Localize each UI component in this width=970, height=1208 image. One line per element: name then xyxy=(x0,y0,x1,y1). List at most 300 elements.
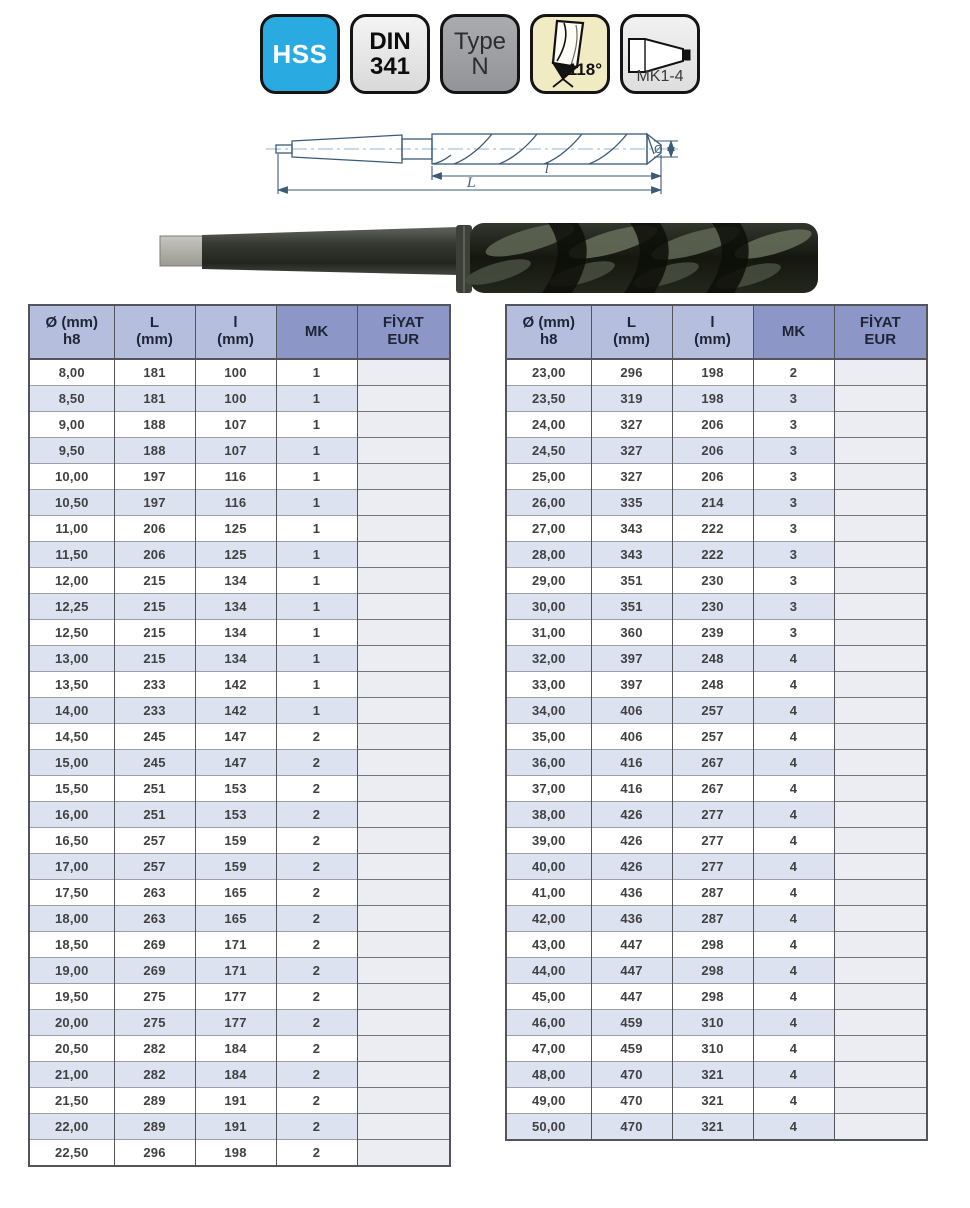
flute-length-cell: 248 xyxy=(672,646,753,672)
morse-taper-cell: 4 xyxy=(753,724,834,750)
flute-length-cell: 287 xyxy=(672,880,753,906)
table-row xyxy=(506,1062,927,1088)
diameter-cell: 21,50 xyxy=(29,1088,114,1114)
price-cell xyxy=(834,620,927,646)
table-row xyxy=(506,620,927,646)
size-table-right xyxy=(505,304,928,1141)
diameter-cell: 34,00 xyxy=(506,698,591,724)
flute-length-cell: 298 xyxy=(672,958,753,984)
price-cell xyxy=(357,620,450,646)
table-row xyxy=(29,1114,450,1140)
table-row xyxy=(29,646,450,672)
morse-taper-cell: 3 xyxy=(753,490,834,516)
type-n-badge xyxy=(440,14,520,94)
flute-length-cell: 116 xyxy=(195,490,276,516)
morse-taper-label: MK1-4 xyxy=(636,68,684,85)
diameter-cell: 31,00 xyxy=(506,620,591,646)
flute-length-cell: 116 xyxy=(195,464,276,490)
diameter-cell: 13,50 xyxy=(29,672,114,698)
price-cell xyxy=(834,750,927,776)
diameter-cell: 47,00 xyxy=(506,1036,591,1062)
table-row xyxy=(506,984,927,1010)
price-cell xyxy=(357,672,450,698)
morse-taper-cell: 3 xyxy=(753,516,834,542)
table-row xyxy=(506,594,927,620)
flute-length-cell: 134 xyxy=(195,620,276,646)
diameter-cell: 13,00 xyxy=(29,646,114,672)
col-header-diameter: Ø (mm) h8 xyxy=(29,305,114,359)
price-cell xyxy=(834,646,927,672)
overall-length-cell: 296 xyxy=(591,359,672,386)
price-cell xyxy=(357,568,450,594)
diameter-cell: 11,50 xyxy=(29,542,114,568)
morse-taper-cell: 4 xyxy=(753,646,834,672)
table-row xyxy=(506,516,927,542)
din-341-badge xyxy=(350,14,430,94)
overall-length-cell: 447 xyxy=(591,932,672,958)
table-row xyxy=(506,698,927,724)
overall-length-cell: 215 xyxy=(114,568,195,594)
overall-length-cell: 351 xyxy=(591,594,672,620)
overall-length-cell: 269 xyxy=(114,932,195,958)
overall-length-cell: 406 xyxy=(591,698,672,724)
price-cell xyxy=(357,464,450,490)
flute-length-cell: 222 xyxy=(672,516,753,542)
price-cell xyxy=(357,1114,450,1140)
overall-length-cell: 470 xyxy=(591,1114,672,1141)
morse-taper-cell: 4 xyxy=(753,1036,834,1062)
table-row xyxy=(506,1036,927,1062)
morse-taper-cell: 1 xyxy=(276,698,357,724)
diameter-cell: 45,00 xyxy=(506,984,591,1010)
price-cell xyxy=(357,724,450,750)
morse-taper-cell: 2 xyxy=(276,880,357,906)
price-cell xyxy=(834,386,927,412)
table-row xyxy=(29,1036,450,1062)
diameter-cell: 44,00 xyxy=(506,958,591,984)
table-row xyxy=(29,854,450,880)
flute-length-cell: 107 xyxy=(195,412,276,438)
diameter-cell: 17,50 xyxy=(29,880,114,906)
price-cell xyxy=(834,1114,927,1141)
flute-length-cell: 107 xyxy=(195,438,276,464)
table-row xyxy=(506,1088,927,1114)
flute-length-cell: 198 xyxy=(672,359,753,386)
price-cell xyxy=(357,932,450,958)
flute-length-cell: 134 xyxy=(195,594,276,620)
morse-taper-cell: 4 xyxy=(753,880,834,906)
flute-length-cell: 184 xyxy=(195,1062,276,1088)
flute-length-cell: 125 xyxy=(195,542,276,568)
type-badge-line2: N xyxy=(471,53,489,80)
overall-length-cell: 269 xyxy=(114,958,195,984)
table-row xyxy=(29,490,450,516)
price-cell xyxy=(834,568,927,594)
flute-length-cell: 277 xyxy=(672,828,753,854)
overall-length-cell: 343 xyxy=(591,516,672,542)
overall-length-cell: 426 xyxy=(591,802,672,828)
price-cell xyxy=(357,854,450,880)
price-cell xyxy=(357,359,450,386)
flute-length-cell: 257 xyxy=(672,698,753,724)
diameter-cell: 46,00 xyxy=(506,1010,591,1036)
flute-length-cell: 298 xyxy=(672,932,753,958)
table-row xyxy=(506,854,927,880)
flute-length-cell: 239 xyxy=(672,620,753,646)
flute-length-cell: 100 xyxy=(195,359,276,386)
flute-length-cell: 134 xyxy=(195,646,276,672)
overall-length-cell: 181 xyxy=(114,359,195,386)
table-row xyxy=(29,698,450,724)
overall-length-cell: 397 xyxy=(591,672,672,698)
morse-taper-cell: 1 xyxy=(276,490,357,516)
morse-taper-cell: 1 xyxy=(276,594,357,620)
morse-taper-cell: 4 xyxy=(753,854,834,880)
price-cell xyxy=(357,776,450,802)
flute-length-cell: 321 xyxy=(672,1088,753,1114)
col-header-morse-taper: MK xyxy=(753,305,834,359)
col-header-price: FİYAT EUR xyxy=(834,305,927,359)
morse-taper-cell: 3 xyxy=(753,542,834,568)
morse-taper-badge xyxy=(620,14,700,94)
diameter-cell: 12,25 xyxy=(29,594,114,620)
col-header-overall-length: L (mm) xyxy=(114,305,195,359)
size-table-left xyxy=(28,304,451,1167)
overall-length-cell: 351 xyxy=(591,568,672,594)
price-cell xyxy=(357,438,450,464)
diameter-cell: 38,00 xyxy=(506,802,591,828)
morse-taper-cell: 1 xyxy=(276,516,357,542)
morse-taper-cell: 1 xyxy=(276,464,357,490)
table-row xyxy=(29,1062,450,1088)
flute-length-cell: 230 xyxy=(672,568,753,594)
overall-length-cell: 282 xyxy=(114,1062,195,1088)
diameter-cell: 16,50 xyxy=(29,828,114,854)
flute-length-cell: 125 xyxy=(195,516,276,542)
diameter-cell: 33,00 xyxy=(506,672,591,698)
drill-dimension-diagram xyxy=(262,114,702,206)
flute-length-cell: 191 xyxy=(195,1088,276,1114)
price-cell xyxy=(357,386,450,412)
table-row xyxy=(29,932,450,958)
table-row xyxy=(29,802,450,828)
price-cell xyxy=(834,542,927,568)
morse-taper-cell: 4 xyxy=(753,1114,834,1141)
header-row xyxy=(29,305,450,359)
overall-length-cell: 233 xyxy=(114,698,195,724)
diameter-cell: 22,50 xyxy=(29,1140,114,1167)
diameter-cell: 43,00 xyxy=(506,932,591,958)
diameter-cell: 48,00 xyxy=(506,1062,591,1088)
diameter-cell: 32,00 xyxy=(506,646,591,672)
price-cell xyxy=(357,802,450,828)
morse-taper-cell: 2 xyxy=(276,958,357,984)
flute-length-cell: 310 xyxy=(672,1036,753,1062)
overall-length-cell: 251 xyxy=(114,776,195,802)
overall-length-cell: 245 xyxy=(114,724,195,750)
price-cell xyxy=(834,906,927,932)
overall-length-cell: 327 xyxy=(591,464,672,490)
price-cell xyxy=(834,464,927,490)
price-cell xyxy=(357,984,450,1010)
flute-length-cell: 184 xyxy=(195,1036,276,1062)
price-cell xyxy=(357,1036,450,1062)
flute-length-cell: 198 xyxy=(195,1140,276,1167)
overall-length-cell: 397 xyxy=(591,646,672,672)
overall-length-cell: 215 xyxy=(114,620,195,646)
flute-length-cell: 206 xyxy=(672,412,753,438)
overall-length-dim-label: L xyxy=(467,176,476,191)
overall-length-cell: 251 xyxy=(114,802,195,828)
diameter-cell: 39,00 xyxy=(506,828,591,854)
morse-taper-cell: 2 xyxy=(276,932,357,958)
price-cell xyxy=(834,412,927,438)
morse-taper-cell: 1 xyxy=(276,672,357,698)
morse-taper-cell: 1 xyxy=(276,359,357,386)
price-cell xyxy=(834,594,927,620)
morse-taper-cell: 2 xyxy=(276,1010,357,1036)
table-row xyxy=(29,958,450,984)
diameter-cell: 12,50 xyxy=(29,620,114,646)
diameter-cell: 18,00 xyxy=(29,906,114,932)
diameter-cell: 26,00 xyxy=(506,490,591,516)
price-cell xyxy=(834,516,927,542)
morse-taper-cell: 2 xyxy=(276,906,357,932)
diameter-cell: 20,50 xyxy=(29,1036,114,1062)
col-header-price: FİYAT EUR xyxy=(357,305,450,359)
flute-length-cell: 287 xyxy=(672,906,753,932)
header-row xyxy=(506,305,927,359)
morse-taper-cell: 2 xyxy=(276,750,357,776)
overall-length-cell: 197 xyxy=(114,464,195,490)
flute-length-cell: 277 xyxy=(672,854,753,880)
morse-taper-cell: 2 xyxy=(276,724,357,750)
table-row xyxy=(506,802,927,828)
price-cell xyxy=(834,828,927,854)
overall-length-cell: 296 xyxy=(114,1140,195,1167)
overall-length-cell: 275 xyxy=(114,1010,195,1036)
overall-length-cell: 406 xyxy=(591,724,672,750)
overall-length-cell: 327 xyxy=(591,438,672,464)
price-cell xyxy=(834,1088,927,1114)
morse-taper-cell: 2 xyxy=(276,1114,357,1140)
morse-taper-cell: 3 xyxy=(753,620,834,646)
flute-length-cell: 165 xyxy=(195,880,276,906)
morse-taper-cell: 2 xyxy=(276,1140,357,1167)
morse-taper-cell: 1 xyxy=(276,646,357,672)
price-cell xyxy=(357,646,450,672)
overall-length-cell: 426 xyxy=(591,854,672,880)
morse-taper-cell: 1 xyxy=(276,438,357,464)
diameter-cell: 42,00 xyxy=(506,906,591,932)
table-row xyxy=(29,672,450,698)
price-cell xyxy=(834,880,927,906)
overall-length-cell: 416 xyxy=(591,750,672,776)
table-row xyxy=(506,1010,927,1036)
morse-taper-cell: 3 xyxy=(753,568,834,594)
overall-length-cell: 233 xyxy=(114,672,195,698)
morse-taper-cell: 2 xyxy=(276,776,357,802)
flute-length-cell: 177 xyxy=(195,1010,276,1036)
flute-length-cell: 177 xyxy=(195,984,276,1010)
flute-length-cell: 100 xyxy=(195,386,276,412)
flute-length-cell: 198 xyxy=(672,386,753,412)
overall-length-cell: 206 xyxy=(114,542,195,568)
point-angle-label: 118° xyxy=(567,60,602,79)
flute-length-cell: 171 xyxy=(195,932,276,958)
diameter-cell: 10,00 xyxy=(29,464,114,490)
diameter-cell: 19,50 xyxy=(29,984,114,1010)
diameter-cell: 27,00 xyxy=(506,516,591,542)
table-row xyxy=(29,620,450,646)
table-row xyxy=(506,438,927,464)
morse-taper-cell: 4 xyxy=(753,1088,834,1114)
flute-length-cell: 191 xyxy=(195,1114,276,1140)
flute-length-cell: 248 xyxy=(672,672,753,698)
price-cell xyxy=(357,958,450,984)
table-row xyxy=(506,828,927,854)
flute-length-cell: 321 xyxy=(672,1062,753,1088)
table-row xyxy=(506,724,927,750)
table-row xyxy=(506,646,927,672)
price-cell xyxy=(834,854,927,880)
flute-length-cell: 214 xyxy=(672,490,753,516)
overall-length-cell: 360 xyxy=(591,620,672,646)
overall-length-cell: 335 xyxy=(591,490,672,516)
flute-length-cell: 142 xyxy=(195,698,276,724)
flute-length-cell: 147 xyxy=(195,750,276,776)
diameter-cell: 16,00 xyxy=(29,802,114,828)
morse-taper-cell: 4 xyxy=(753,750,834,776)
diameter-cell: 10,50 xyxy=(29,490,114,516)
col-header-morse-taper: MK xyxy=(276,305,357,359)
table-row xyxy=(506,490,927,516)
table-row xyxy=(506,359,927,386)
morse-taper-cell: 2 xyxy=(276,828,357,854)
overall-length-cell: 215 xyxy=(114,594,195,620)
price-cell xyxy=(357,1010,450,1036)
diameter-cell: 9,00 xyxy=(29,412,114,438)
price-cell xyxy=(834,1010,927,1036)
table-row xyxy=(29,438,450,464)
flute-length-cell: 222 xyxy=(672,542,753,568)
morse-taper-cell: 2 xyxy=(276,854,357,880)
diameter-cell: 30,00 xyxy=(506,594,591,620)
price-cell xyxy=(834,490,927,516)
table-row xyxy=(506,386,927,412)
morse-taper-cell: 2 xyxy=(276,1036,357,1062)
morse-taper-cell: 3 xyxy=(753,412,834,438)
price-cell xyxy=(834,776,927,802)
overall-length-cell: 181 xyxy=(114,386,195,412)
price-cell xyxy=(834,672,927,698)
flute-length-cell: 134 xyxy=(195,568,276,594)
morse-taper-cell: 4 xyxy=(753,776,834,802)
diameter-dim-label: Ø xyxy=(654,143,663,156)
table-row xyxy=(29,412,450,438)
overall-length-cell: 188 xyxy=(114,412,195,438)
overall-length-cell: 257 xyxy=(114,854,195,880)
diameter-cell: 18,50 xyxy=(29,932,114,958)
diameter-cell: 49,00 xyxy=(506,1088,591,1114)
flute-length-cell: 310 xyxy=(672,1010,753,1036)
morse-taper-cell: 4 xyxy=(753,1062,834,1088)
price-cell xyxy=(357,750,450,776)
table-row xyxy=(29,1088,450,1114)
din-badge-line2: 341 xyxy=(369,53,411,80)
overall-length-cell: 470 xyxy=(591,1062,672,1088)
din-badge-line1: DIN xyxy=(369,27,411,55)
overall-length-cell: 327 xyxy=(591,412,672,438)
type-badge-line1: Type xyxy=(453,27,507,55)
overall-length-cell: 459 xyxy=(591,1010,672,1036)
overall-length-cell: 459 xyxy=(591,1036,672,1062)
diameter-cell: 15,00 xyxy=(29,750,114,776)
morse-taper-cell: 1 xyxy=(276,542,357,568)
table-row xyxy=(29,1010,450,1036)
diameter-cell: 8,50 xyxy=(29,386,114,412)
diameter-cell: 25,00 xyxy=(506,464,591,490)
price-cell xyxy=(357,412,450,438)
table-row xyxy=(29,776,450,802)
price-cell xyxy=(834,1062,927,1088)
table-row xyxy=(506,958,927,984)
flute-length-cell: 298 xyxy=(672,984,753,1010)
overall-length-cell: 319 xyxy=(591,386,672,412)
morse-taper-cell: 4 xyxy=(753,828,834,854)
diameter-cell: 14,00 xyxy=(29,698,114,724)
morse-taper-cell: 4 xyxy=(753,932,834,958)
price-cell xyxy=(357,490,450,516)
flute-length-cell: 230 xyxy=(672,594,753,620)
price-cell xyxy=(834,359,927,386)
flute-length-cell: 267 xyxy=(672,776,753,802)
price-cell xyxy=(357,1088,450,1114)
table-row xyxy=(506,568,927,594)
morse-taper-cell: 1 xyxy=(276,568,357,594)
overall-length-cell: 215 xyxy=(114,646,195,672)
col-header-diameter: Ø (mm) h8 xyxy=(506,305,591,359)
price-cell xyxy=(357,906,450,932)
table-row xyxy=(29,542,450,568)
technical-drawing xyxy=(262,114,702,211)
flute-length-cell: 257 xyxy=(672,724,753,750)
overall-length-cell: 257 xyxy=(114,828,195,854)
morse-taper-cell: 3 xyxy=(753,438,834,464)
morse-taper-cell: 1 xyxy=(276,386,357,412)
flute-length-cell: 159 xyxy=(195,828,276,854)
product-photo xyxy=(158,210,822,299)
diameter-cell: 14,50 xyxy=(29,724,114,750)
diameter-cell: 12,00 xyxy=(29,568,114,594)
overall-length-cell: 447 xyxy=(591,984,672,1010)
diameter-cell: 9,50 xyxy=(29,438,114,464)
table-row xyxy=(506,932,927,958)
morse-taper-cell: 4 xyxy=(753,672,834,698)
price-cell xyxy=(357,1140,450,1167)
flute-length-cell: 165 xyxy=(195,906,276,932)
price-cell xyxy=(357,594,450,620)
table-row xyxy=(506,412,927,438)
diameter-cell: 8,00 xyxy=(29,359,114,386)
table-row xyxy=(29,1140,450,1167)
price-cell xyxy=(834,438,927,464)
point-angle-badge xyxy=(530,14,610,94)
price-cell xyxy=(834,958,927,984)
col-header-flute-length: l (mm) xyxy=(195,305,276,359)
table-row xyxy=(29,750,450,776)
table-row xyxy=(506,464,927,490)
